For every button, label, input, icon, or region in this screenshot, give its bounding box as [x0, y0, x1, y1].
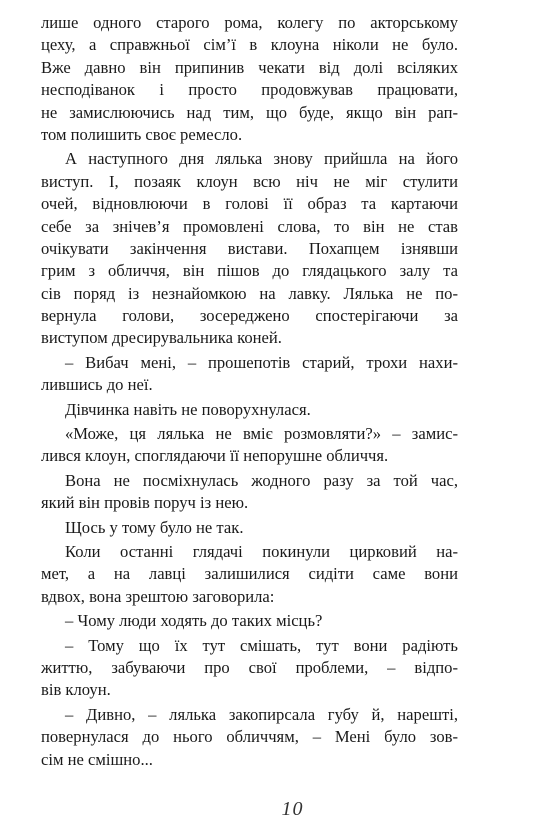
- text-line: том полишить своє ремесло.: [41, 124, 243, 144]
- text-line: – Вибач мені, – прошепотів старий, трохи нахи-: [65, 352, 458, 372]
- text-line: – Чому люди ходять до таких місць?: [65, 611, 323, 631]
- paragraph: [41, 12, 458, 146]
- text-line: Щось у тому було не так.: [65, 517, 244, 537]
- paragraph: [41, 470, 458, 515]
- text-line: вдвох, вона зрештою заговорила:: [41, 586, 275, 606]
- text-line: цеху, а справжньої сім’ї в клоуна ніколи не було.: [41, 35, 458, 55]
- text-line: несподіванок і просто продовжував працювати,: [41, 80, 458, 100]
- text-line: «Може, ця лялька не вміє розмовляти?» – замис-: [65, 424, 458, 444]
- paragraph: [41, 148, 458, 350]
- text-line: Вже давно він припинив чекати від долі всіляких: [41, 57, 458, 77]
- text-line: А наступного дня лялька знову прийшла на його: [65, 149, 458, 169]
- text-line: виступом дресирувальника коней.: [41, 328, 282, 348]
- text-line: мет, а на лавці залишилися сидіти саме вони: [41, 564, 458, 584]
- paragraph: [41, 352, 458, 397]
- text-line: себе за знічев’я промовлені слова, то він не став: [41, 216, 458, 236]
- text-line: очікувати закінчення вистави. Похапцем ізнявши: [41, 238, 458, 258]
- text-line: вів клоун.: [41, 680, 111, 700]
- text-line: Дівчинка навіть не поворухнулася.: [65, 399, 311, 419]
- text-line: лише одного старого рома, колегу по акторському: [41, 13, 458, 32]
- text-line: Вона не посміхнулась жодного разу за той час,: [65, 470, 458, 490]
- paragraph: [41, 635, 458, 702]
- paragraph: [41, 517, 458, 539]
- page-body-text: [41, 12, 458, 773]
- text-line: не замислюючись над тим, що буде, якщо він рап-: [41, 102, 458, 122]
- text-line: очей, відновлюючи в голові її образ та картаючи: [41, 194, 458, 214]
- paragraph: [41, 399, 458, 421]
- text-line: лився клоун, споглядаючи її непорушне обличчя.: [41, 446, 389, 466]
- text-line: лившись до неї.: [41, 375, 153, 395]
- text-line: сів поряд із незнайомкою на лавку. Лялька не по-: [41, 283, 458, 303]
- text-line: який він провів поруч із нею.: [41, 493, 249, 513]
- text-line: грим з обличчя, він пішов до глядацького залу та: [41, 261, 458, 281]
- paragraph: [41, 704, 458, 771]
- page-number: 10: [281, 798, 304, 820]
- paragraph: [41, 610, 458, 632]
- paragraph: [41, 541, 458, 608]
- text-line: життю, забуваючи про свої проблеми, – відпо-: [41, 657, 458, 677]
- text-line: повернулася до нього обличчям, – Мені було зов-: [41, 727, 458, 747]
- text-line: – Тому що їх тут смішать, тут вони радіють: [65, 635, 458, 655]
- text-line: виступ. І, позаяк клоун всю ніч не міг стулити: [41, 171, 458, 191]
- text-line: вернула голови, зосереджено спостерігаючи за: [41, 306, 458, 326]
- text-line: Коли останні глядачі покинули цирковий на-: [65, 541, 458, 561]
- text-line: – Дивно, – лялька закопирсала губу й, нарешті,: [65, 704, 458, 724]
- paragraph: [41, 423, 458, 468]
- text-line: сім не смішно...: [41, 749, 153, 769]
